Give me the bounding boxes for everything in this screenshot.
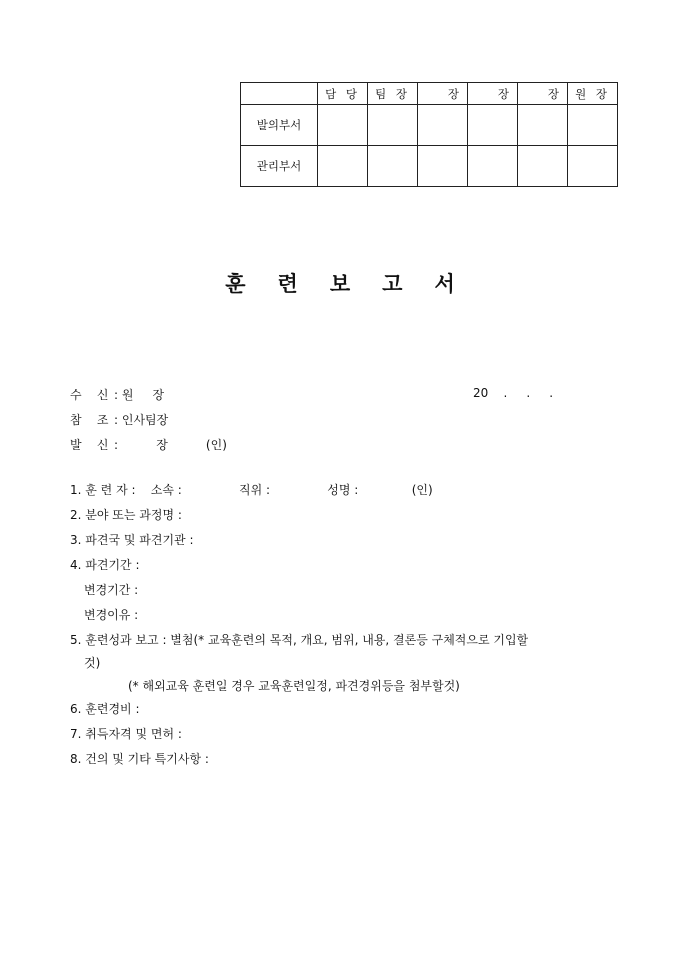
title-char: 훈 [225, 271, 246, 296]
memo-to [70, 386, 164, 403]
approval-header-cell: 팀 장 [368, 83, 418, 105]
document-title [0, 268, 680, 298]
approval-row-label: 관리부서 [241, 146, 318, 187]
item-change-reason: 변경이유 : [84, 608, 139, 622]
memo-ref-value: : 인사팀장 [114, 413, 169, 427]
approval-header-cell: 담 당 [318, 83, 368, 105]
signature-cell[interactable] [468, 146, 518, 187]
memo-from [70, 436, 227, 453]
signature-cell[interactable] [518, 146, 568, 187]
memo-date: 20 . . . [473, 386, 554, 400]
title-char: 고 [382, 271, 403, 296]
title-char: 보 [329, 271, 351, 296]
approval-row-originating [241, 105, 618, 146]
approval-row-label: 발의부서 [241, 105, 318, 146]
memo-from-value: : 장 (인) [114, 438, 227, 452]
approval-header-cell: 원 장 [568, 83, 618, 105]
title-char: 서 [434, 271, 455, 296]
item-expenses: 6. 훈련경비 : [70, 702, 140, 716]
item-training-results: 5. 훈련성과 보고 : 별첨(* 교육훈련의 목적, 개요, 범위, 내용, 결론등 구체적으로 기입할 [70, 633, 529, 647]
memo-ref-key: 참 조 [70, 413, 109, 427]
approval-header-row [241, 83, 618, 105]
signature-cell[interactable] [368, 146, 418, 187]
signature-cell[interactable] [568, 146, 618, 187]
item-training-results-cont: 것) [84, 656, 101, 670]
signature-cell[interactable] [418, 105, 468, 146]
item-dispatch-institution: 3. 파견국 및 파견기관 : [70, 533, 194, 547]
memo-to-value: : 원 장 [114, 388, 165, 402]
signature-cell[interactable] [318, 146, 368, 187]
memo-to-key: 수 신 [70, 388, 109, 402]
signature-cell[interactable] [468, 105, 518, 146]
signature-cell[interactable] [518, 105, 568, 146]
item-dispatch-period: 4. 파견기간 : [70, 558, 140, 572]
memo-ref [70, 411, 168, 428]
item-suggestions: 8. 건의 및 기타 특기사항 : [70, 752, 209, 766]
approval-row-managing [241, 146, 618, 187]
signature-cell[interactable] [568, 105, 618, 146]
approval-table [240, 82, 618, 187]
signature-cell[interactable] [318, 105, 368, 146]
item-changed-period: 변경기간 : [84, 583, 139, 597]
signature-cell[interactable] [418, 146, 468, 187]
approval-corner-cell [241, 83, 318, 105]
approval-header-cell: 장 [468, 83, 518, 105]
approval-header-cell: 장 [518, 83, 568, 105]
item-training-results-note: (* 해외교육 훈련일 경우 교육훈련일정, 파견경위등을 첨부할것) [128, 679, 460, 693]
title-char: 련 [277, 271, 298, 296]
item-trainee: 1. 훈 련 자 : 소속 : 직위 : 성명 : (인) [70, 483, 433, 497]
approval-header-cell: 장 [418, 83, 468, 105]
item-field: 2. 분야 또는 과정명 : [70, 508, 182, 522]
item-qualifications: 7. 취득자격 및 면허 : [70, 727, 182, 741]
memo-from-key: 발 신 [70, 438, 109, 452]
signature-cell[interactable] [368, 105, 418, 146]
